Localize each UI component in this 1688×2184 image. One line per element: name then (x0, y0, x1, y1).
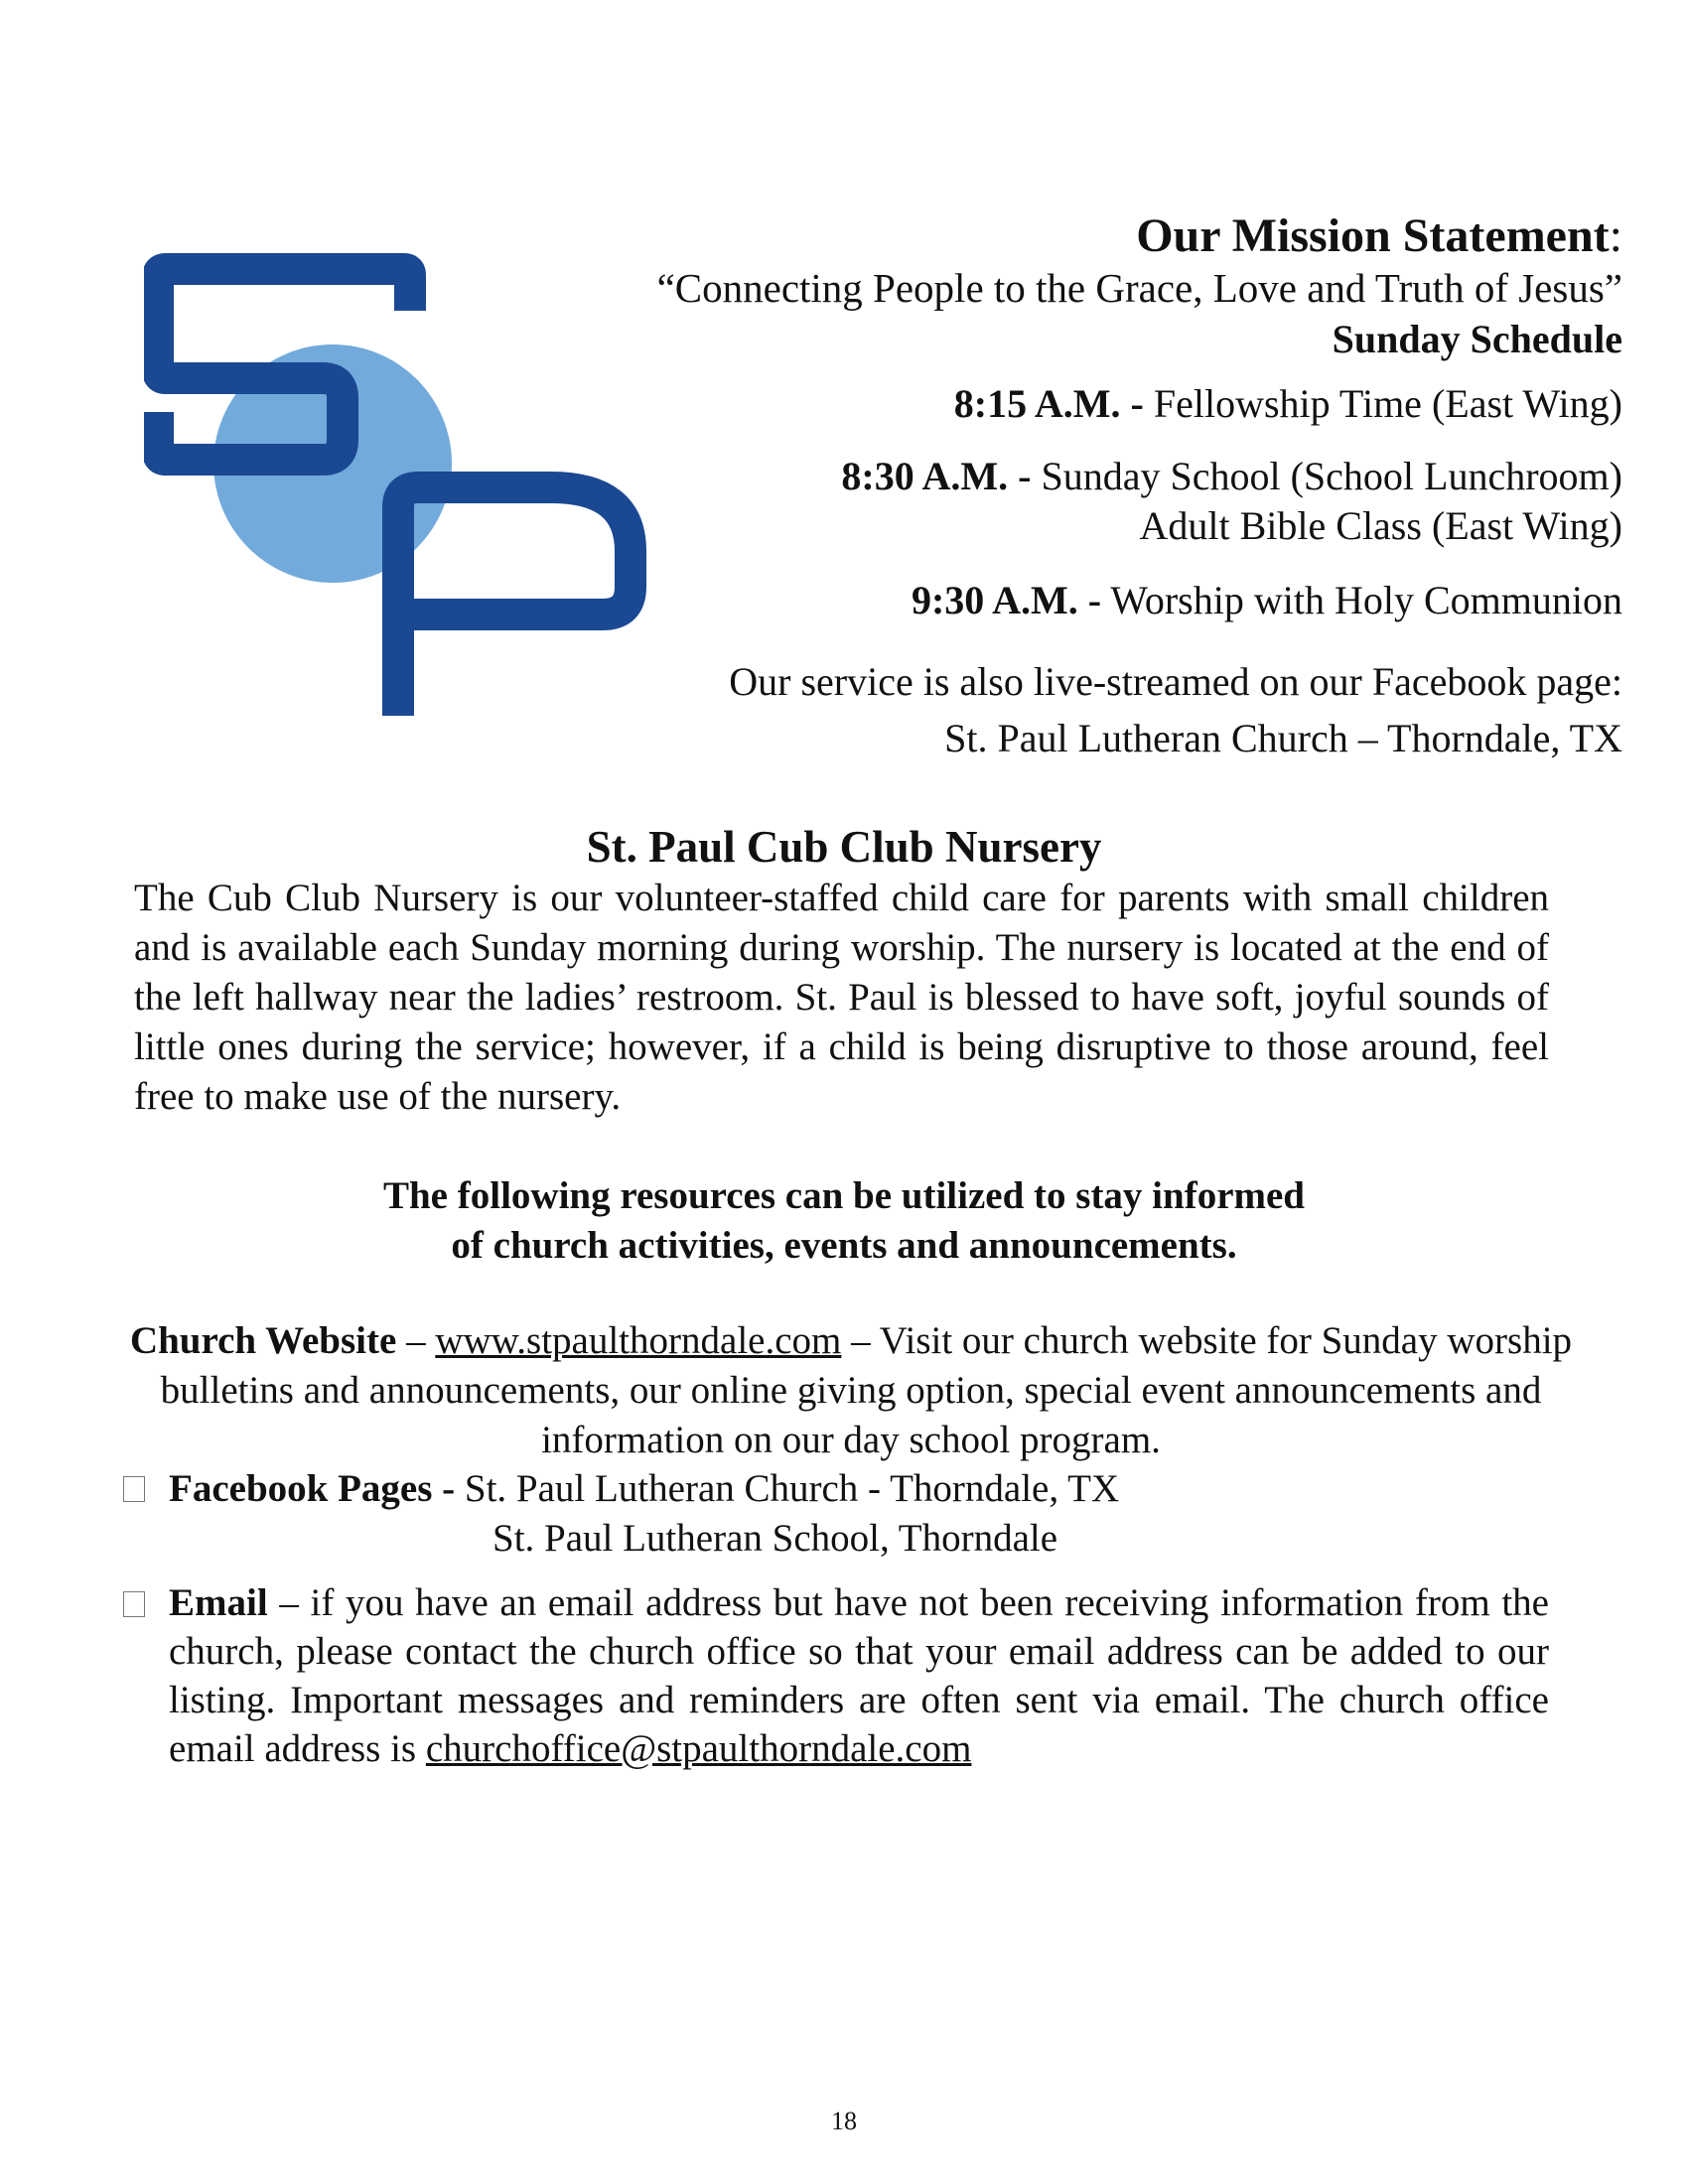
mission-quote: “Connecting People to the Grace, Love and Truth of Jesus” (656, 265, 1622, 311)
schedule-time: 8:15 A.M. - (953, 381, 1144, 426)
schedule-desc: Fellowship Time (East Wing) (1143, 381, 1622, 426)
resources-heading (0, 1171, 1688, 1271)
resources-line-1: The following resources can be utilized to stay informed (382, 1174, 1305, 1217)
facebook-line (169, 1464, 1119, 1514)
website-text: – Visit our church website for Sunday worship bulletins and announcements, our online giving option, special event announcements and information on our day school program. (160, 1319, 1573, 1461)
schedule-item (954, 379, 1622, 429)
facebook-page-school: St. Paul Lutheran School, Thorndale (492, 1517, 1058, 1560)
email-paragraph (169, 1578, 1549, 1773)
schedule-item (841, 452, 1622, 501)
bullet-box-icon (123, 1591, 145, 1617)
page-number: 18 (831, 2107, 857, 2135)
schedule-title: Sunday Schedule (1332, 317, 1622, 361)
schedule-desc-secondary: Adult Bible Class (East Wing) (1139, 503, 1622, 548)
schedule-time: 8:30 A.M. - (841, 454, 1032, 498)
nursery-title: St. Paul Cub Club Nursery (586, 822, 1102, 872)
livestream-note: Our service is also live-streamed on our Facebook page: (729, 659, 1622, 704)
sp-monogram-logo (144, 253, 650, 720)
nursery-body: The Cub Club Nursery is our volunteer-staffed child care for parents with small children and is available each Sunday morning during worship. The nursery is located at the end of the left hallway near the ladies’ restroom. St. Paul is blessed to have soft, joyful sounds of little ones during the service; however, if a child is being disruptive to those around, feel free to make use of the nursery. (134, 877, 1549, 1118)
resources-line-2: of church activities, events and announcements. (451, 1224, 1237, 1267)
facebook-page-church: St. Paul Lutheran Church - Thorndale, TX (455, 1467, 1120, 1510)
email-label: Email (169, 1581, 268, 1624)
schedule-item (912, 576, 1622, 625)
website-label: Church Website (129, 1319, 397, 1362)
bullet-box-icon (123, 1476, 145, 1502)
website-sep: – (396, 1319, 436, 1362)
website-link[interactable]: www.stpaulthorndale.com (435, 1319, 842, 1362)
livestream-page: St. Paul Lutheran Church – Thorndale, TX (944, 716, 1622, 760)
mission-title (1136, 208, 1622, 264)
schedule-time: 9:30 A.M. - (911, 578, 1102, 622)
schedule-desc: Sunday School (School Lunchroom) (1031, 454, 1622, 498)
facebook-label: Facebook Pages - (169, 1467, 456, 1510)
schedule-desc: Worship with Holy Communion (1101, 578, 1622, 622)
website-block (121, 1316, 1581, 1465)
nursery-paragraph (134, 874, 1549, 1122)
email-text: – if you have an email address but have not been receiving information from the church, please contact the church office so that your email address can be added to our listing. Important messages and reminders are often sent via email. The church office email address is (169, 1581, 1549, 1770)
mission-title-colon: : (1609, 209, 1622, 262)
email-address-link[interactable]: churchoffice@stpaulthorndale.com (425, 1727, 972, 1770)
mission-title-text: Our Mission Statement (1136, 209, 1610, 262)
